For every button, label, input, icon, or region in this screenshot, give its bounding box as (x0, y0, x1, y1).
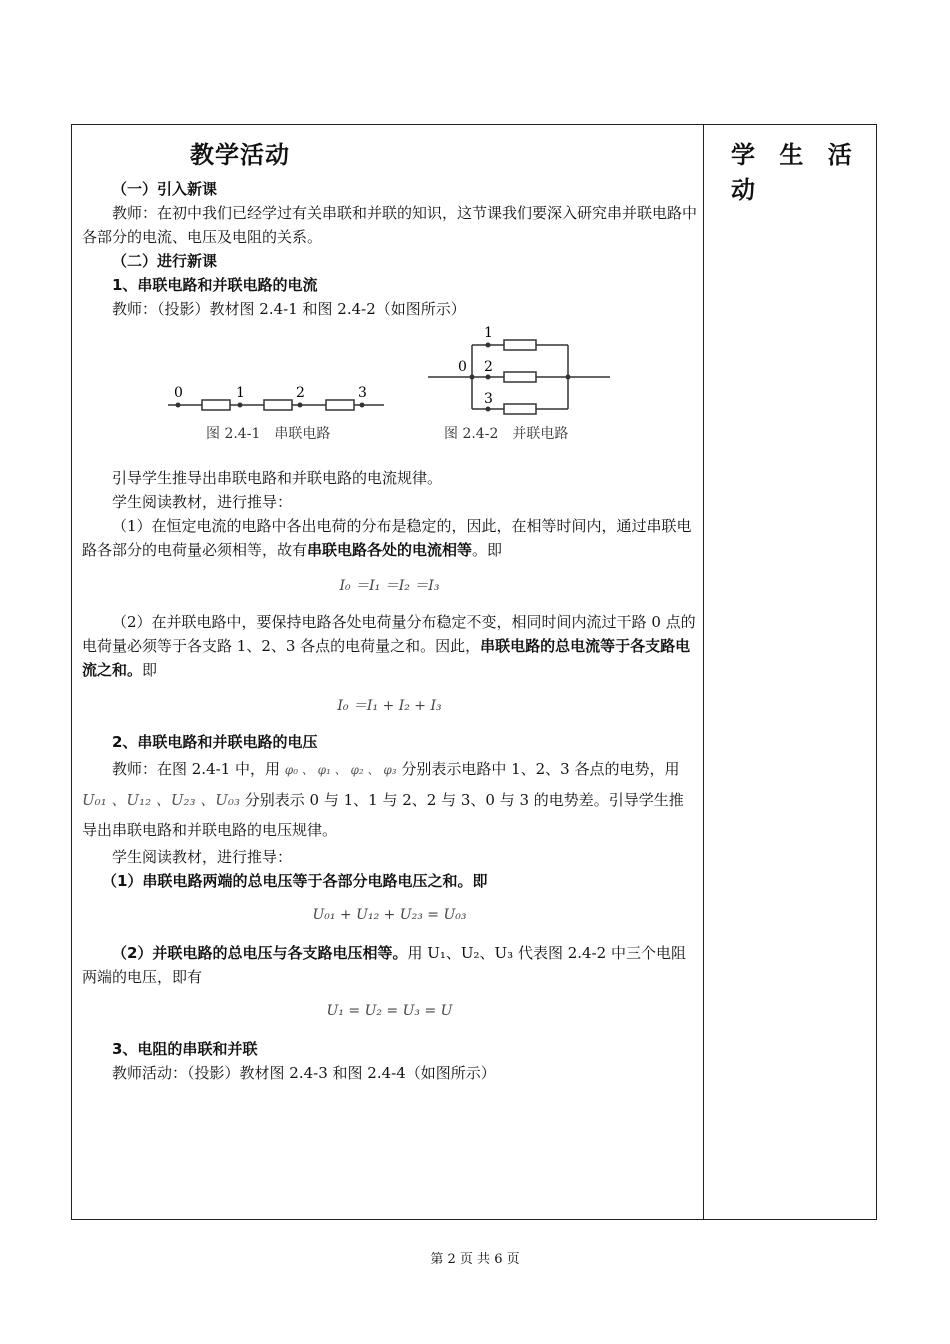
formula-current-series: I₀ ＝I₁ ＝I₂ ＝I₃ (339, 578, 440, 594)
section-heading-intro: （一）引入新课 (112, 180, 218, 198)
formula-voltage-series: U₀₁ + U₁₂ + U₂₃ = U₀₃ (312, 907, 467, 923)
current-rule-1-bold: 串联电路各处的电流相等 (307, 541, 473, 559)
parallel-label-0: 0 (458, 359, 467, 375)
parallel-label-2: 2 (484, 359, 493, 375)
voltage-rule-2-bold: （2）并联电路的总电压与各支路电压相等。 (112, 944, 408, 962)
formula-current-parallel: I₀ ＝I₁ + I₂ + I₃ (337, 698, 442, 714)
current-rule-1: （1）在恒定电流的电路中各出电荷的分布是稳定的，因此，在相等时间内，通过串联电路各部分的电荷量必须相等，故有串联电路各处的电流相等。即 (82, 517, 692, 559)
guide-paragraph-1: 引导学生推导出串联电路和并联电路的电流规律。 (112, 469, 443, 487)
voltage-rule-1: （1）串联电路两端的总电压等于各部分电路电压之和。即 (102, 872, 488, 890)
series-label-0: 0 (174, 385, 183, 401)
subheading-voltage: 2、串联电路和并联电路的电压 (112, 733, 318, 751)
circuit-figures (82, 321, 697, 466)
teacher-projection-1: 教师：（投影）教材图 2.4-1 和图 2.4-2（如图所示） (112, 300, 466, 318)
parallel-label-1: 1 (484, 325, 493, 341)
current-rule-2: （2）在并联电路中，要保持电路各处电荷量分布稳定不变，相同时间内流过干路 0 点的电荷量必须等于各支路 1、2、3 各点的电荷量之和。因此，串联电路的总电流等于各支路电流之和。即 (82, 613, 696, 679)
voltage-symbols-line: U₀₁ 、U₁₂ 、U₂₃ 、U₀₃ 分别表示 0 与 1、1 与 2、2 与 3、0 与 3 的电势差。引导学生推导出串联电路和并联电路的电压规律。 (82, 791, 684, 839)
teaching-content (82, 177, 697, 1085)
series-label-1: 1 (236, 385, 245, 401)
circuit-diagrams (82, 321, 697, 466)
subheading-resistance: 3、电阻的串联和并联 (112, 1040, 258, 1058)
formula-voltage-parallel: U₁ = U₂ = U₃ = U (326, 1003, 453, 1019)
subheading-current: 1、串联电路和并联电路的电流 (112, 276, 318, 294)
lesson-table (71, 124, 877, 1220)
voltage-rule-2: （2）并联电路的总电压与各支路电压相等。用 U₁、U₂、U₃ 代表图 2.4-2 中三个电阻两端的电压，即有 (82, 944, 686, 986)
parallel-circuit-diagram (428, 340, 610, 414)
intro-paragraph: 教师：在初中我们已经学过有关串联和并联的知识，这节课我们要深入研究串并联电路中各部分的电流、电压及电阻的关系。 (82, 204, 698, 246)
column-divider (703, 125, 704, 1219)
fig1-caption: 图 2.4-1 串联电路 (206, 426, 331, 442)
fig2-caption: 图 2.4-2 并联电路 (444, 426, 569, 442)
section-heading-new-lesson: （二）进行新课 (112, 252, 218, 270)
potential-symbols: φ₀ 、 φ₁ 、 φ₂ 、 φ₃ (284, 763, 397, 777)
teacher-voltage-line: 教师：在图 2.4-1 中，用 φ₀ 、 φ₁ 、 φ₂ 、 φ₃ 分别表示电路中 1、2、3 各点的电势，用 (112, 760, 680, 778)
teacher-projection-3: 教师活动：（投影）教材图 2.4-3 和图 2.4-4（如图所示） (112, 1064, 496, 1082)
series-label-3: 3 (358, 385, 367, 401)
page-footer: 第 2 页 共 6 页 (430, 1252, 520, 1267)
teaching-activity-heading: 教学活动 (190, 141, 290, 169)
student-activity-heading: 学 生 活 动 (731, 141, 860, 204)
series-circuit-diagram (168, 400, 384, 410)
read-paragraph-1: 学生阅读教材，进行推导： (112, 493, 293, 511)
parallel-label-3: 3 (484, 391, 493, 407)
current-rule-2-bold: 串联电路的总电流等于各支路电流之和。 (82, 637, 691, 679)
voltage-difference-symbols: U₀₁ 、U₁₂ 、U₂₃ 、U₀₃ (82, 791, 240, 809)
series-label-2: 2 (296, 385, 305, 401)
read-paragraph-2: 学生阅读教材，进行推导： (112, 848, 293, 866)
